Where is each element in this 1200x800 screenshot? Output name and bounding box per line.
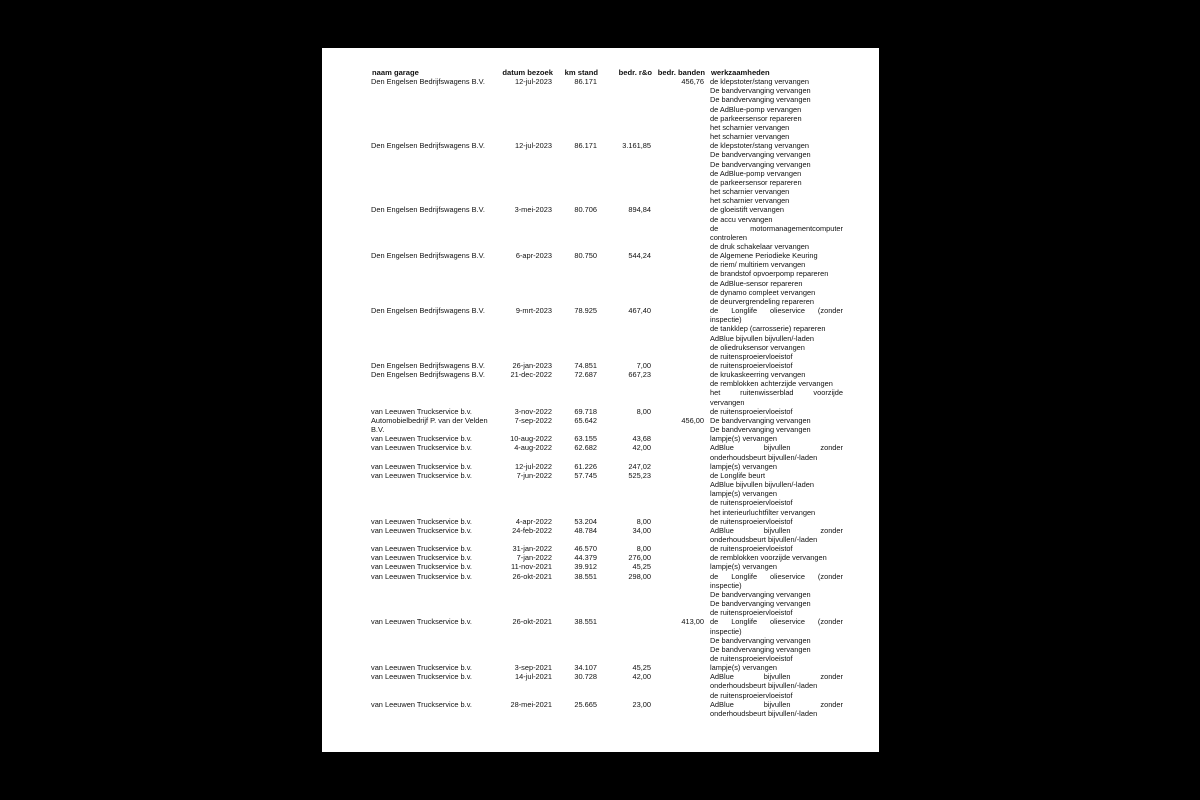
cell-date: 7-sep-2022 <box>514 415 552 425</box>
work-item: De bandvervanging vervangen <box>710 150 811 160</box>
cell-km: 57.745 <box>574 470 597 480</box>
cell-ro-amount: 8,00 <box>636 544 651 554</box>
work-item: lampje(s) vervangen <box>710 434 777 444</box>
table-row <box>371 416 851 434</box>
table-row <box>371 526 851 544</box>
cell-km: 25.665 <box>574 699 597 709</box>
work-item: de klepstoter/stang vervangen <box>710 77 810 87</box>
table-row <box>371 443 851 461</box>
work-item: De bandvervanging vervangen <box>710 425 811 435</box>
cell-date: 4-apr-2022 <box>515 516 552 526</box>
work-item: de ruitensproeiervloeistof <box>710 690 793 700</box>
header-ro: bedr. r&o <box>618 68 652 77</box>
work-item: de tankklep (carrosserie) repareren <box>710 324 826 334</box>
work-item: onderhoudsbeurt bijvullen/-laden <box>710 534 818 544</box>
cell-tires-amount: 456,00 <box>681 415 704 425</box>
table-row <box>371 562 851 571</box>
cell-work <box>710 407 843 416</box>
table-row <box>371 77 851 141</box>
work-item: de ruitensproeiervloeistof <box>710 361 793 370</box>
cell-work <box>710 462 843 471</box>
garage-name: van Leeuwen Truckservice b.v. <box>371 617 472 627</box>
cell-work <box>710 544 843 553</box>
work-item: het ruitenwisserblad voorzijde <box>710 388 843 398</box>
cell-km: 80.750 <box>574 251 597 261</box>
cell-work <box>710 251 843 306</box>
table-row <box>371 251 851 306</box>
cell-garage <box>371 251 497 260</box>
garage-name: Automobielbedrijf P. van der Velden B.V. <box>371 415 488 435</box>
work-item: het scharnier vervangen <box>710 132 790 142</box>
cell-garage <box>371 205 497 214</box>
table-row <box>371 553 851 562</box>
garage-name: van Leeuwen Truckservice b.v. <box>371 443 472 453</box>
work-item: AdBlue bijvullen zonder <box>710 672 843 682</box>
cell-work <box>710 416 843 434</box>
cell-date: 31-jan-2022 <box>512 544 552 554</box>
garage-name: Den Engelsen Bedrijfswagens B.V. <box>371 205 485 215</box>
cell-ro-amount: 3.161,85 <box>622 141 651 151</box>
header-tires: bedr. banden <box>657 68 705 77</box>
work-item: onderhoudsbeurt bijvullen/-laden <box>710 708 818 718</box>
work-item: de Longlife beurt <box>710 470 766 480</box>
work-item: De bandvervanging vervangen <box>710 599 811 609</box>
cell-date: 28-mei-2021 <box>510 699 552 709</box>
work-item: AdBlue bijvullen zonder <box>710 443 843 453</box>
table-row <box>371 663 851 672</box>
table-row <box>371 617 851 663</box>
work-item: de druk schakelaar vervangen <box>710 241 810 251</box>
cell-date: 3-sep-2021 <box>514 663 552 673</box>
cell-date: 3-mei-2023 <box>514 205 552 215</box>
cell-garage <box>371 562 497 571</box>
table-row <box>371 434 851 443</box>
cell-work <box>710 663 843 672</box>
work-item: het scharnier vervangen <box>710 187 790 197</box>
cell-date: 12-jul-2023 <box>515 141 552 151</box>
garage-name: van Leeuwen Truckservice b.v. <box>371 553 472 563</box>
work-item: de ruitensproeiervloeistof <box>710 351 793 361</box>
work-item: De bandvervanging vervangen <box>710 159 811 169</box>
cell-date: 26-jan-2023 <box>512 361 552 370</box>
work-item: vervangen <box>710 397 745 407</box>
cell-garage <box>371 443 497 452</box>
garage-name: Den Engelsen Bedrijfswagens B.V. <box>371 77 485 87</box>
header-km: km stand <box>564 68 598 77</box>
cell-garage <box>371 517 497 526</box>
table-row <box>371 517 851 526</box>
work-item: onderhoudsbeurt bijvullen/-laden <box>710 681 818 691</box>
cell-work <box>710 361 843 370</box>
work-item: het interieurluchtfilter vervangen <box>710 507 816 517</box>
work-item: De bandvervanging vervangen <box>710 95 811 105</box>
work-item: AdBlue bijvullen bijvullen/-laden <box>710 333 814 343</box>
garage-name: Den Engelsen Bedrijfswagens B.V. <box>371 251 485 261</box>
cell-garage <box>371 370 497 379</box>
work-item: AdBlue bijvullen bijvullen/-laden <box>710 480 814 490</box>
garage-name: van Leeuwen Truckservice b.v. <box>371 470 472 480</box>
cell-km: 39.912 <box>574 562 597 572</box>
work-item: de remblokken achterzijde vervangen <box>710 379 833 389</box>
cell-work <box>710 617 843 663</box>
cell-km: 30.728 <box>574 672 597 682</box>
cell-work <box>710 562 843 571</box>
cell-work <box>710 370 843 407</box>
cell-ro-amount: 42,00 <box>632 672 651 682</box>
work-item: de Longlife olieservice (zonder <box>710 571 843 581</box>
cell-garage <box>371 407 497 416</box>
work-item: de AdBlue-sensor repareren <box>710 278 803 288</box>
garage-name: Den Engelsen Bedrijfswagens B.V. <box>371 141 485 151</box>
cell-km: 69.718 <box>574 406 597 416</box>
garage-name: van Leeuwen Truckservice b.v. <box>371 406 472 416</box>
garage-name: van Leeuwen Truckservice b.v. <box>371 434 472 444</box>
cell-work <box>710 526 843 544</box>
cell-km: 53.204 <box>574 516 597 526</box>
cell-garage <box>371 663 497 672</box>
work-item: AdBlue bijvullen zonder <box>710 699 843 709</box>
work-item: inspectie) <box>710 580 742 590</box>
work-item: de oliedruksensor vervangen <box>710 342 805 352</box>
cell-km: 86.171 <box>574 141 597 151</box>
work-item: De bandvervanging vervangen <box>710 635 811 645</box>
table-row <box>371 407 851 416</box>
work-item: de gloeistift vervangen <box>710 205 784 215</box>
work-item: lampje(s) vervangen <box>710 489 777 499</box>
cell-km: 38.551 <box>574 617 597 627</box>
work-item: onderhoudsbeurt bijvullen/-laden <box>710 452 818 462</box>
cell-ro-amount: 45,25 <box>632 562 651 572</box>
cell-garage <box>371 141 497 150</box>
work-item: het scharnier vervangen <box>710 122 790 132</box>
cell-km: 78.925 <box>574 306 597 316</box>
work-item: lampje(s) vervangen <box>710 663 777 673</box>
work-item: De bandvervanging vervangen <box>710 86 811 96</box>
cell-km: 48.784 <box>574 525 597 535</box>
cell-date: 11-nov-2021 <box>511 562 552 572</box>
cell-work <box>710 553 843 562</box>
table-row <box>371 471 851 517</box>
cell-ro-amount: 544,24 <box>628 251 651 261</box>
cell-tires-amount: 413,00 <box>681 617 704 627</box>
cell-ro-amount: 42,00 <box>632 443 651 453</box>
cell-km: 74.851 <box>574 361 597 370</box>
cell-ro-amount: 247,02 <box>628 461 651 471</box>
cell-work <box>710 443 843 461</box>
work-item: De bandvervanging vervangen <box>710 415 811 425</box>
work-item: de Longlife olieservice (zonder <box>710 617 843 627</box>
work-item: de krukaskeerring vervangen <box>710 370 806 380</box>
cell-garage <box>371 471 497 480</box>
cell-date: 6-apr-2023 <box>515 251 552 261</box>
work-item: de brandstof opvoerpomp repareren <box>710 269 829 279</box>
work-item: de parkeersensor repareren <box>710 177 802 187</box>
table-row <box>371 306 851 361</box>
cell-ro-amount: 45,25 <box>632 663 651 673</box>
cell-date: 3-nov-2022 <box>514 406 552 416</box>
cell-garage <box>371 572 497 581</box>
work-item: de ruitensproeiervloeistof <box>710 654 793 663</box>
cell-garage <box>371 306 497 315</box>
cell-ro-amount: 8,00 <box>636 516 651 526</box>
cell-km: 63.155 <box>574 434 597 444</box>
cell-garage <box>371 361 497 370</box>
garage-name: van Leeuwen Truckservice b.v. <box>371 699 472 709</box>
cell-date: 21-dec-2022 <box>510 370 552 380</box>
cell-ro-amount: 525,23 <box>628 470 651 480</box>
document-page <box>322 48 879 752</box>
work-item: de motormanagementcomputer <box>710 223 843 233</box>
table-header <box>371 68 851 77</box>
garage-name: van Leeuwen Truckservice b.v. <box>371 571 472 581</box>
work-item: de AdBlue-pomp vervangen <box>710 168 802 178</box>
table-row <box>371 700 851 718</box>
cell-date: 12-jul-2023 <box>515 77 552 87</box>
table-row <box>371 205 851 251</box>
cell-ro-amount: 34,00 <box>632 525 651 535</box>
work-item: De bandvervanging vervangen <box>710 644 811 654</box>
cell-km: 86.171 <box>574 77 597 87</box>
cell-garage <box>371 617 497 626</box>
cell-ro-amount: 7,00 <box>636 361 651 370</box>
cell-garage <box>371 553 497 562</box>
cell-date: 26-okt-2021 <box>512 617 552 627</box>
cell-km: 61.226 <box>574 461 597 471</box>
work-item: de klepstoter/stang vervangen <box>710 141 810 151</box>
cell-km: 62.682 <box>574 443 597 453</box>
work-item: inspectie) <box>710 626 742 636</box>
cell-garage <box>371 700 497 709</box>
table-row <box>371 672 851 699</box>
cell-work <box>710 77 843 141</box>
cell-km: 65.642 <box>574 415 597 425</box>
cell-work <box>710 434 843 443</box>
work-item: de remblokken voorzijde vervangen <box>710 553 827 563</box>
cell-km: 38.551 <box>574 571 597 581</box>
table-row <box>371 462 851 471</box>
cell-garage <box>371 462 497 471</box>
work-item: inspectie) <box>710 315 742 325</box>
header-date: datum bezoek <box>502 68 553 77</box>
work-item: de ruitensproeiervloeistof <box>710 608 793 618</box>
work-item: de ruitensproeiervloeistof <box>710 406 793 416</box>
cell-garage <box>371 544 497 553</box>
cell-ro-amount: 298,00 <box>628 571 651 581</box>
cell-garage <box>371 416 497 434</box>
work-item: de Algemene Periodieke Keuring <box>710 251 818 261</box>
cell-date: 7-jun-2022 <box>516 470 552 480</box>
garage-name: van Leeuwen Truckservice b.v. <box>371 562 472 572</box>
garage-name: Den Engelsen Bedrijfswagens B.V. <box>371 306 485 316</box>
garage-name: van Leeuwen Truckservice b.v. <box>371 544 472 554</box>
cell-garage <box>371 77 497 86</box>
cell-garage <box>371 434 497 443</box>
work-item: de riem/ multiriem vervangen <box>710 260 806 270</box>
cell-date: 7-jan-2022 <box>516 553 552 563</box>
cell-work <box>710 572 843 618</box>
table-body <box>371 77 851 718</box>
work-item: de ruitensproeiervloeistof <box>710 516 793 526</box>
table-row <box>371 370 851 407</box>
cell-ro-amount: 43,68 <box>632 434 651 444</box>
cell-work <box>710 471 843 517</box>
work-item: De bandvervanging vervangen <box>710 589 811 599</box>
header-garage: naam garage <box>372 68 419 77</box>
garage-name: van Leeuwen Truckservice b.v. <box>371 461 472 471</box>
cell-date: 26-okt-2021 <box>512 571 552 581</box>
maintenance-history-table <box>371 68 851 718</box>
cell-work <box>710 517 843 526</box>
cell-ro-amount: 667,23 <box>628 370 651 380</box>
cell-km: 46.570 <box>574 544 597 554</box>
cell-work <box>710 141 843 205</box>
cell-date: 9-mrt-2023 <box>515 306 552 316</box>
cell-garage <box>371 526 497 535</box>
table-row <box>371 361 851 370</box>
cell-ro-amount: 894,84 <box>628 205 651 215</box>
work-item: lampje(s) vervangen <box>710 562 777 572</box>
cell-work <box>710 672 843 699</box>
cell-work <box>710 205 843 251</box>
work-item: de Longlife olieservice (zonder <box>710 306 843 316</box>
cell-date: 12-jul-2022 <box>515 461 552 471</box>
cell-date: 4-aug-2022 <box>514 443 552 453</box>
garage-name: Den Engelsen Bedrijfswagens B.V. <box>371 370 485 380</box>
work-item: de deurvergrendeling repareren <box>710 296 814 306</box>
cell-km: 44.379 <box>574 553 597 563</box>
work-item: de dynamo compleet vervangen <box>710 287 816 297</box>
work-item: AdBlue bijvullen zonder <box>710 525 843 535</box>
cell-tires-amount: 456,76 <box>681 77 704 87</box>
table-row <box>371 141 851 205</box>
work-item: de ruitensproeiervloeistof <box>710 498 793 508</box>
cell-km: 72.687 <box>574 370 597 380</box>
cell-km: 80.706 <box>574 205 597 215</box>
cell-ro-amount: 276,00 <box>628 553 651 563</box>
garage-name: van Leeuwen Truckservice b.v. <box>371 516 472 526</box>
work-item: controleren <box>710 232 747 242</box>
garage-name: Den Engelsen Bedrijfswagens B.V. <box>371 361 485 370</box>
work-item: de parkeersensor repareren <box>710 113 802 123</box>
garage-name: van Leeuwen Truckservice b.v. <box>371 663 472 673</box>
cell-ro-amount: 8,00 <box>636 406 651 416</box>
cell-km: 34.107 <box>574 663 597 673</box>
cell-date: 10-aug-2022 <box>510 434 552 444</box>
work-item: lampje(s) vervangen <box>710 461 777 471</box>
garage-name: van Leeuwen Truckservice b.v. <box>371 672 472 682</box>
cell-work <box>710 306 843 361</box>
table-row <box>371 572 851 618</box>
cell-ro-amount: 467,40 <box>628 306 651 316</box>
cell-ro-amount: 23,00 <box>632 699 651 709</box>
cell-date: 14-jul-2021 <box>515 672 552 682</box>
cell-garage <box>371 672 497 681</box>
table-row <box>371 544 851 553</box>
header-work: werkzaamheden <box>711 68 770 77</box>
cell-work <box>710 700 843 718</box>
garage-name: van Leeuwen Truckservice b.v. <box>371 525 472 535</box>
cell-date: 24-feb-2022 <box>512 525 552 535</box>
work-item: de accu vervangen <box>710 214 773 224</box>
work-item: de AdBlue-pomp vervangen <box>710 104 802 114</box>
work-item: het scharnier vervangen <box>710 196 790 206</box>
work-item: de ruitensproeiervloeistof <box>710 544 793 554</box>
